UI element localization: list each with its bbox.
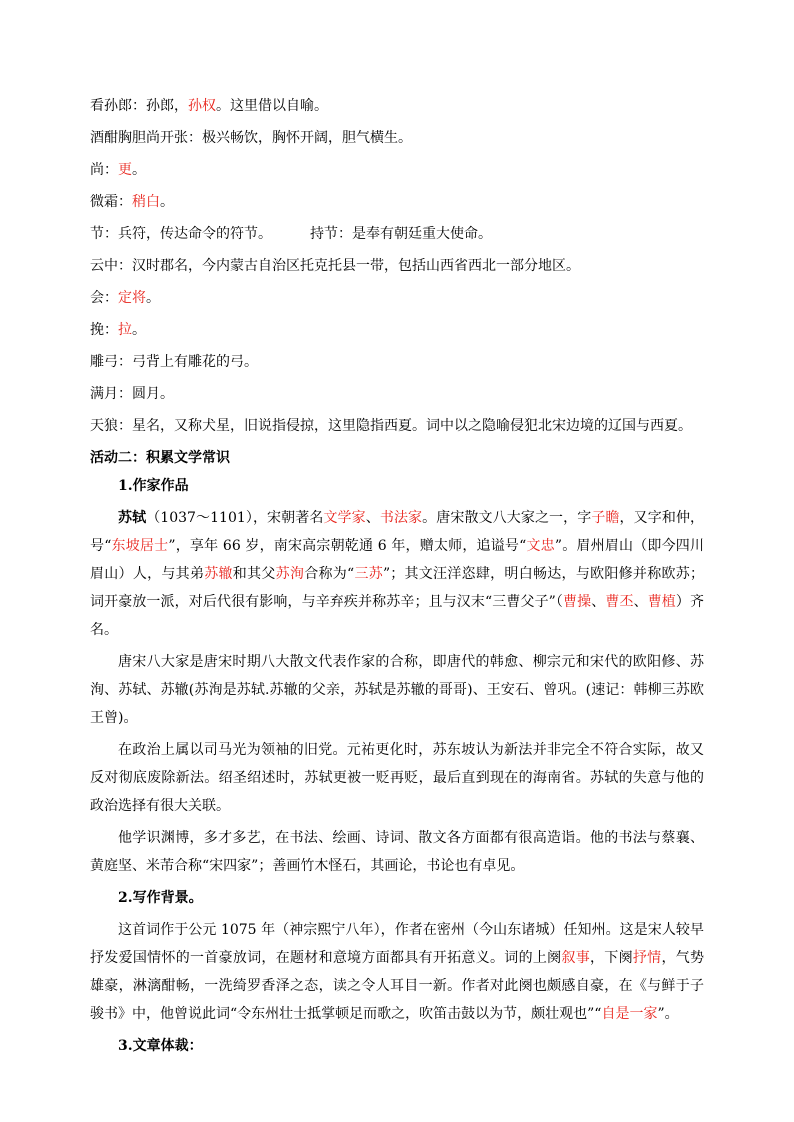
text-run: 、 bbox=[591, 594, 606, 610]
text-run: 天狼：星名，又称犬星，旧说指侵掠，这里隐指西夏。词中以之隐喻侵犯北宋边境的辽国与西夏。 bbox=[90, 418, 692, 434]
text-run: ”，享年 66 岁，南宋高宗朝乾通 6 年，赠太师，追谥号“ bbox=[168, 538, 527, 554]
text-run: 、 bbox=[365, 510, 380, 526]
highlighted-term: 文学家 bbox=[323, 510, 366, 526]
highlighted-term: 文忠 bbox=[526, 538, 555, 554]
text-run: 云中：汉时郡名，今内蒙古自治区托克托县一带，包括山西省西北一部分地区。 bbox=[90, 258, 580, 274]
gloss-list bbox=[90, 96, 704, 436]
text-run: 。 bbox=[132, 162, 146, 178]
highlighted-term: 孙权 bbox=[188, 98, 216, 114]
text-run: ）齐名。 bbox=[90, 594, 705, 638]
text-run: 节：兵符，传达命令的符节。 bbox=[90, 226, 272, 242]
gloss-entry bbox=[90, 128, 704, 148]
text-run: 。这里借以自喻。 bbox=[216, 98, 328, 114]
text-run: 看孙郎：孙郎， bbox=[90, 98, 188, 114]
text-run: 挽： bbox=[90, 322, 118, 338]
text-run: 尚： bbox=[90, 162, 118, 178]
gloss-entry bbox=[90, 160, 704, 180]
text-run: 合称为“ bbox=[304, 566, 355, 582]
gloss-entry bbox=[90, 416, 704, 436]
gloss-entry bbox=[90, 288, 704, 308]
gloss-entry bbox=[90, 96, 704, 116]
highlighted-term: 书法家 bbox=[379, 510, 423, 526]
text-run: 。 bbox=[146, 290, 160, 306]
text-run: 和其父 bbox=[232, 566, 276, 582]
text-run: 酒酣胸胆尚开张：极兴畅饮，胸怀开阔，胆气横生。 bbox=[90, 130, 412, 146]
text-run: 满月：圆月。 bbox=[90, 386, 174, 402]
politics-paragraph: 在政治上属以司马光为领袖的旧党。元祐更化时，苏东坡认为新法并非完全不符合实际，故又反对彻底废除新法。绍圣绍述时，苏轼更被一贬再贬，最后直到现在的海南省。苏轼的失意与他的政治选择有很大关联。 bbox=[90, 742, 704, 814]
highlighted-term: 叙事 bbox=[561, 950, 591, 966]
section-heading-genre: 3.文章体裁： bbox=[118, 1038, 203, 1054]
highlighted-term: 曹丕 bbox=[605, 594, 634, 610]
author-bio-paragraph bbox=[90, 504, 704, 644]
gloss-entry bbox=[90, 224, 704, 244]
text-run: 微霜： bbox=[90, 194, 132, 210]
text-run: 会： bbox=[90, 290, 118, 306]
section-heading-background: 2.写作背景。 bbox=[118, 890, 203, 906]
highlighted-term: 抒情 bbox=[632, 950, 662, 966]
highlighted-term: 曹植 bbox=[647, 594, 676, 610]
highlighted-term: 拉 bbox=[118, 322, 132, 338]
highlighted-term: 更 bbox=[118, 162, 132, 178]
text-run: ”。 bbox=[657, 1006, 679, 1022]
gloss-entry bbox=[90, 384, 704, 404]
highlighted-term: 稍白 bbox=[132, 194, 160, 210]
text-run: 。 bbox=[132, 322, 146, 338]
highlighted-term: 自是一家 bbox=[601, 1006, 658, 1022]
text-run: ”。眉州眉山（即今四川眉山）人，与其弟 bbox=[90, 538, 704, 582]
text-run: ，气势雄豪，淋漓酣畅，一洗绮罗香泽之态，读之令人耳目一新。作者对此阕也颇感自豪，在《与鲜于子骏书》中，他曾说此词“令东州壮士抵掌顿足而歌之，吹笛击鼓以为节，颇壮观也”“ bbox=[90, 950, 705, 1022]
text-run: ，又字和仲，号“ bbox=[90, 510, 705, 554]
text-run: 雕弓：弓背上有雕花的弓。 bbox=[90, 354, 258, 370]
highlighted-term: 苏辙 bbox=[204, 566, 233, 582]
gloss-entry bbox=[90, 256, 704, 276]
background-paragraph bbox=[90, 916, 704, 1028]
activity-heading: 活动二：积累文学常识 bbox=[90, 450, 230, 466]
highlighted-term: 定将 bbox=[118, 290, 146, 306]
talents-paragraph: 他学识渊博，多才多艺，在书法、绘画、诗词、散文各方面都有很高造诣。他的书法与蔡襄、黄庭坚、米芾合称“宋四家”；善画竹木怪石，其画论，书论也有卓见。 bbox=[90, 830, 704, 874]
text-run: ，下阕 bbox=[590, 950, 633, 966]
text-run: 。唐宋散文八大家之一，字 bbox=[422, 510, 592, 526]
gloss-entry bbox=[90, 352, 704, 372]
text-run: 、 bbox=[633, 594, 648, 610]
highlighted-term: 曹操 bbox=[563, 594, 592, 610]
section-heading-author-works: 1.作家作品 bbox=[118, 478, 189, 494]
highlighted-term: 苏洵 bbox=[275, 566, 305, 582]
text-run: 。 bbox=[160, 194, 174, 210]
gloss-entry bbox=[90, 192, 704, 212]
highlighted-term: 三苏 bbox=[354, 566, 384, 582]
eight-masters-paragraph: 唐宋八大家是唐宋时期八大散文代表作家的合称，即唐代的韩愈、柳宗元和宋代的欧阳修、苏洵、苏轼、苏辙(苏洵是苏轼.苏辙的父亲，苏轼是苏辙的哥哥)、王安石、曾巩。(速记：韩柳三苏欧王曾)。 bbox=[90, 654, 704, 726]
text-run: （1037～1101），宋朝著名 bbox=[146, 510, 324, 526]
text-run: ”；其文汪洋恣肆，明白畅达，与欧阳修并称欧苏；词开豪放一派，对后代很有影响，与辛弃疾并称苏辛；且与汉末“三曹父子”（ bbox=[90, 566, 705, 610]
text-run: 持节：是奉有朝廷重大使命。 bbox=[310, 226, 492, 242]
author-name: 苏轼 bbox=[118, 510, 147, 526]
text-run: 这首词作于公元 1075 年（神宗熙宁八年），作者在密州（今山东诸城）任知州。这是宋人较早抒发爱国情怀的一首豪放词，在题材和意境方面都具有开拓意义。词的上阕 bbox=[90, 922, 704, 966]
highlighted-term: 子瞻 bbox=[591, 510, 620, 526]
highlighted-term: 东坡居士 bbox=[111, 538, 169, 554]
gloss-entry bbox=[90, 320, 704, 340]
